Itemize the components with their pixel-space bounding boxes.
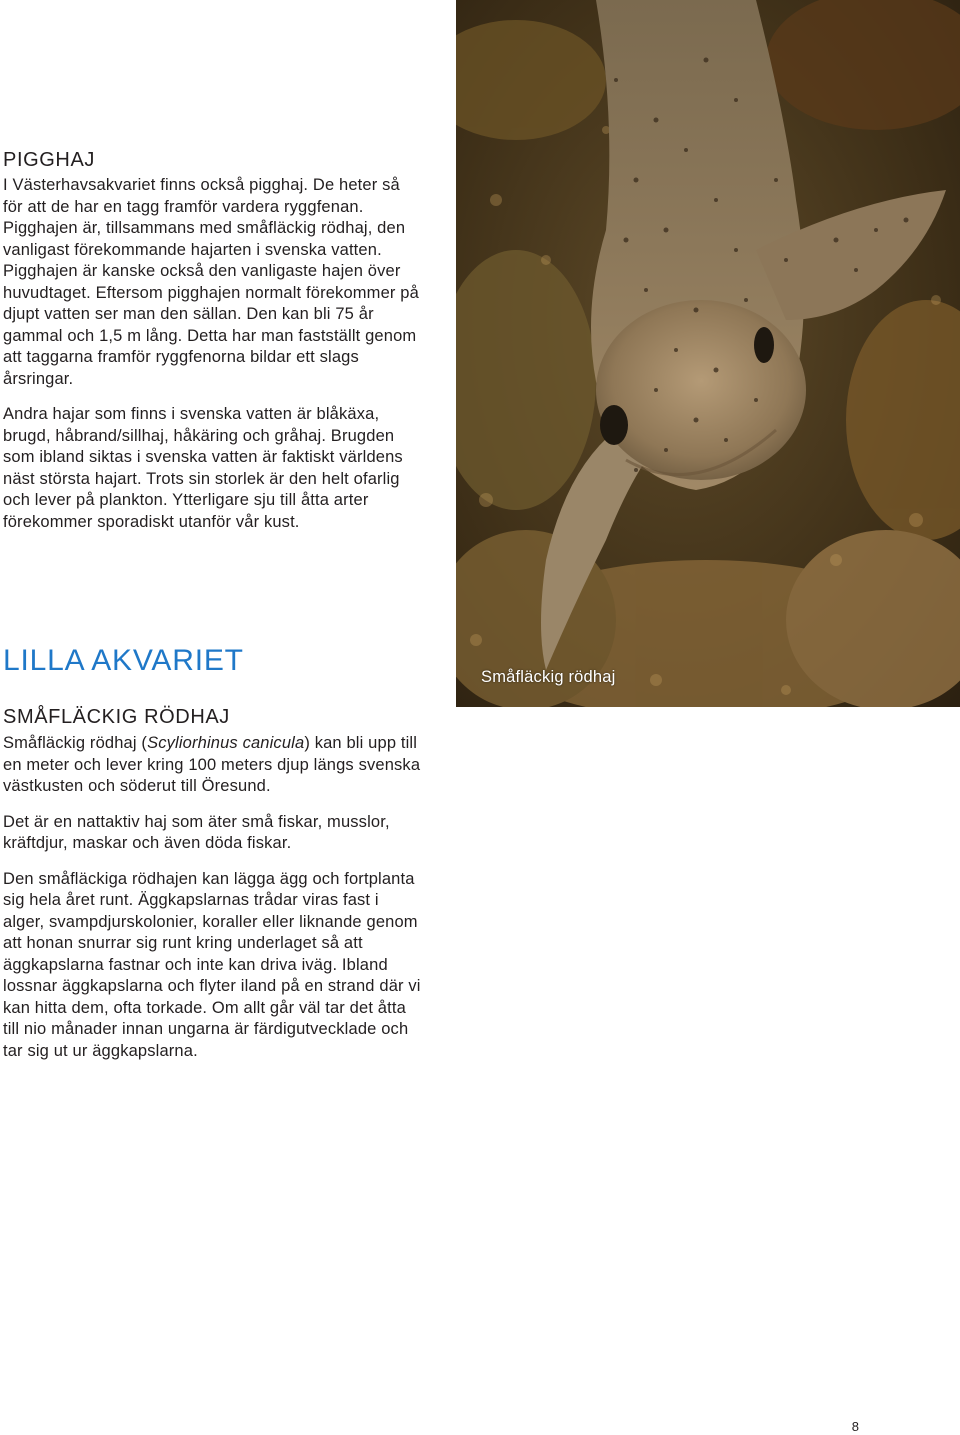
pigghaj-heading: PIGGHAJ [3, 149, 95, 171]
pigghaj-paragraph-1: I Västerhavsakvariet finns också pigghaj. De heter så för att de har en tagg framför vardera ryggfenan. Pigghajen är, tillsammans med småfläckig rödhaj, den vanligast förekommande hajarten i svenska vatten. Pigghajen är kanske också den vanligaste hajen över huvudtaget. Eftersom pigghajen normalt förekommer på djupt vatten ser man den sällan. Den kan bli 75 år gammal och 1,5 m lång. Detta har man fastställt genom att taggarna framför ryggfenorna bildar ett slags årsringar. [3, 176, 419, 388]
shark-illustration [456, 0, 960, 707]
photo-caption: Småfläckig rödhaj [481, 668, 616, 686]
pigghaj-paragraph-2: Andra hajar som finns i svenska vatten är blåkäxa, brugd, håbrand/sillhaj, håkäring och gråhaj. Brugden som ibland siktas i svenska vatten är faktiskt världens näst största hajart. Trots sin storlek är den helt ofarlig och lever på plankton. Ytterligare sju till åtta arter förekommer sporadiskt utanför vår kust. [3, 405, 403, 531]
section-title: LILLA AKVARIET [3, 644, 244, 677]
latin-name: Scyliorhinus canicula [147, 734, 305, 752]
rodhaj-paragraph-3: Den småfläckiga rödhajen kan lägga ägg och fortplanta sig hela året runt. Äggkapslarnas trådar viras fast i alger, svampdjurskolonier, koraller eller liknande genom att honan snurrar sig runt kring underlaget så att äggkapslarna fastnar och inte kan driva iväg. Ibland lossnar äggkapslarna och flyter iland på en strand där vi kan hitta dem, ofta torkade. Om allt går väl tar det åtta till nio månader innan ungarna är färdigutvecklade och tar sig ut ur äggkapslarna. [3, 869, 421, 1060]
rodhaj-heading: SMÅFLÄCKIG RÖDHAJ [3, 706, 230, 728]
rodhaj-section [3, 705, 423, 1062]
shark-photo [456, 0, 960, 707]
page-number: 8 [851, 1419, 859, 1434]
rodhaj-p1-after: ) kan bli upp till en meter och lever kring 100 meters djup längs svenska västkusten och söderut till Öresund. [3, 734, 421, 795]
rodhaj-paragraph-1 [3, 733, 423, 798]
rodhaj-paragraph-2: Det är en nattaktiv haj som äter små fiskar, musslor, kräftdjur, maskar och även döda fiskar. [3, 812, 390, 852]
pigghaj-section [3, 148, 423, 533]
rodhaj-p1-before: Småfläckig rödhaj ( [3, 734, 148, 752]
